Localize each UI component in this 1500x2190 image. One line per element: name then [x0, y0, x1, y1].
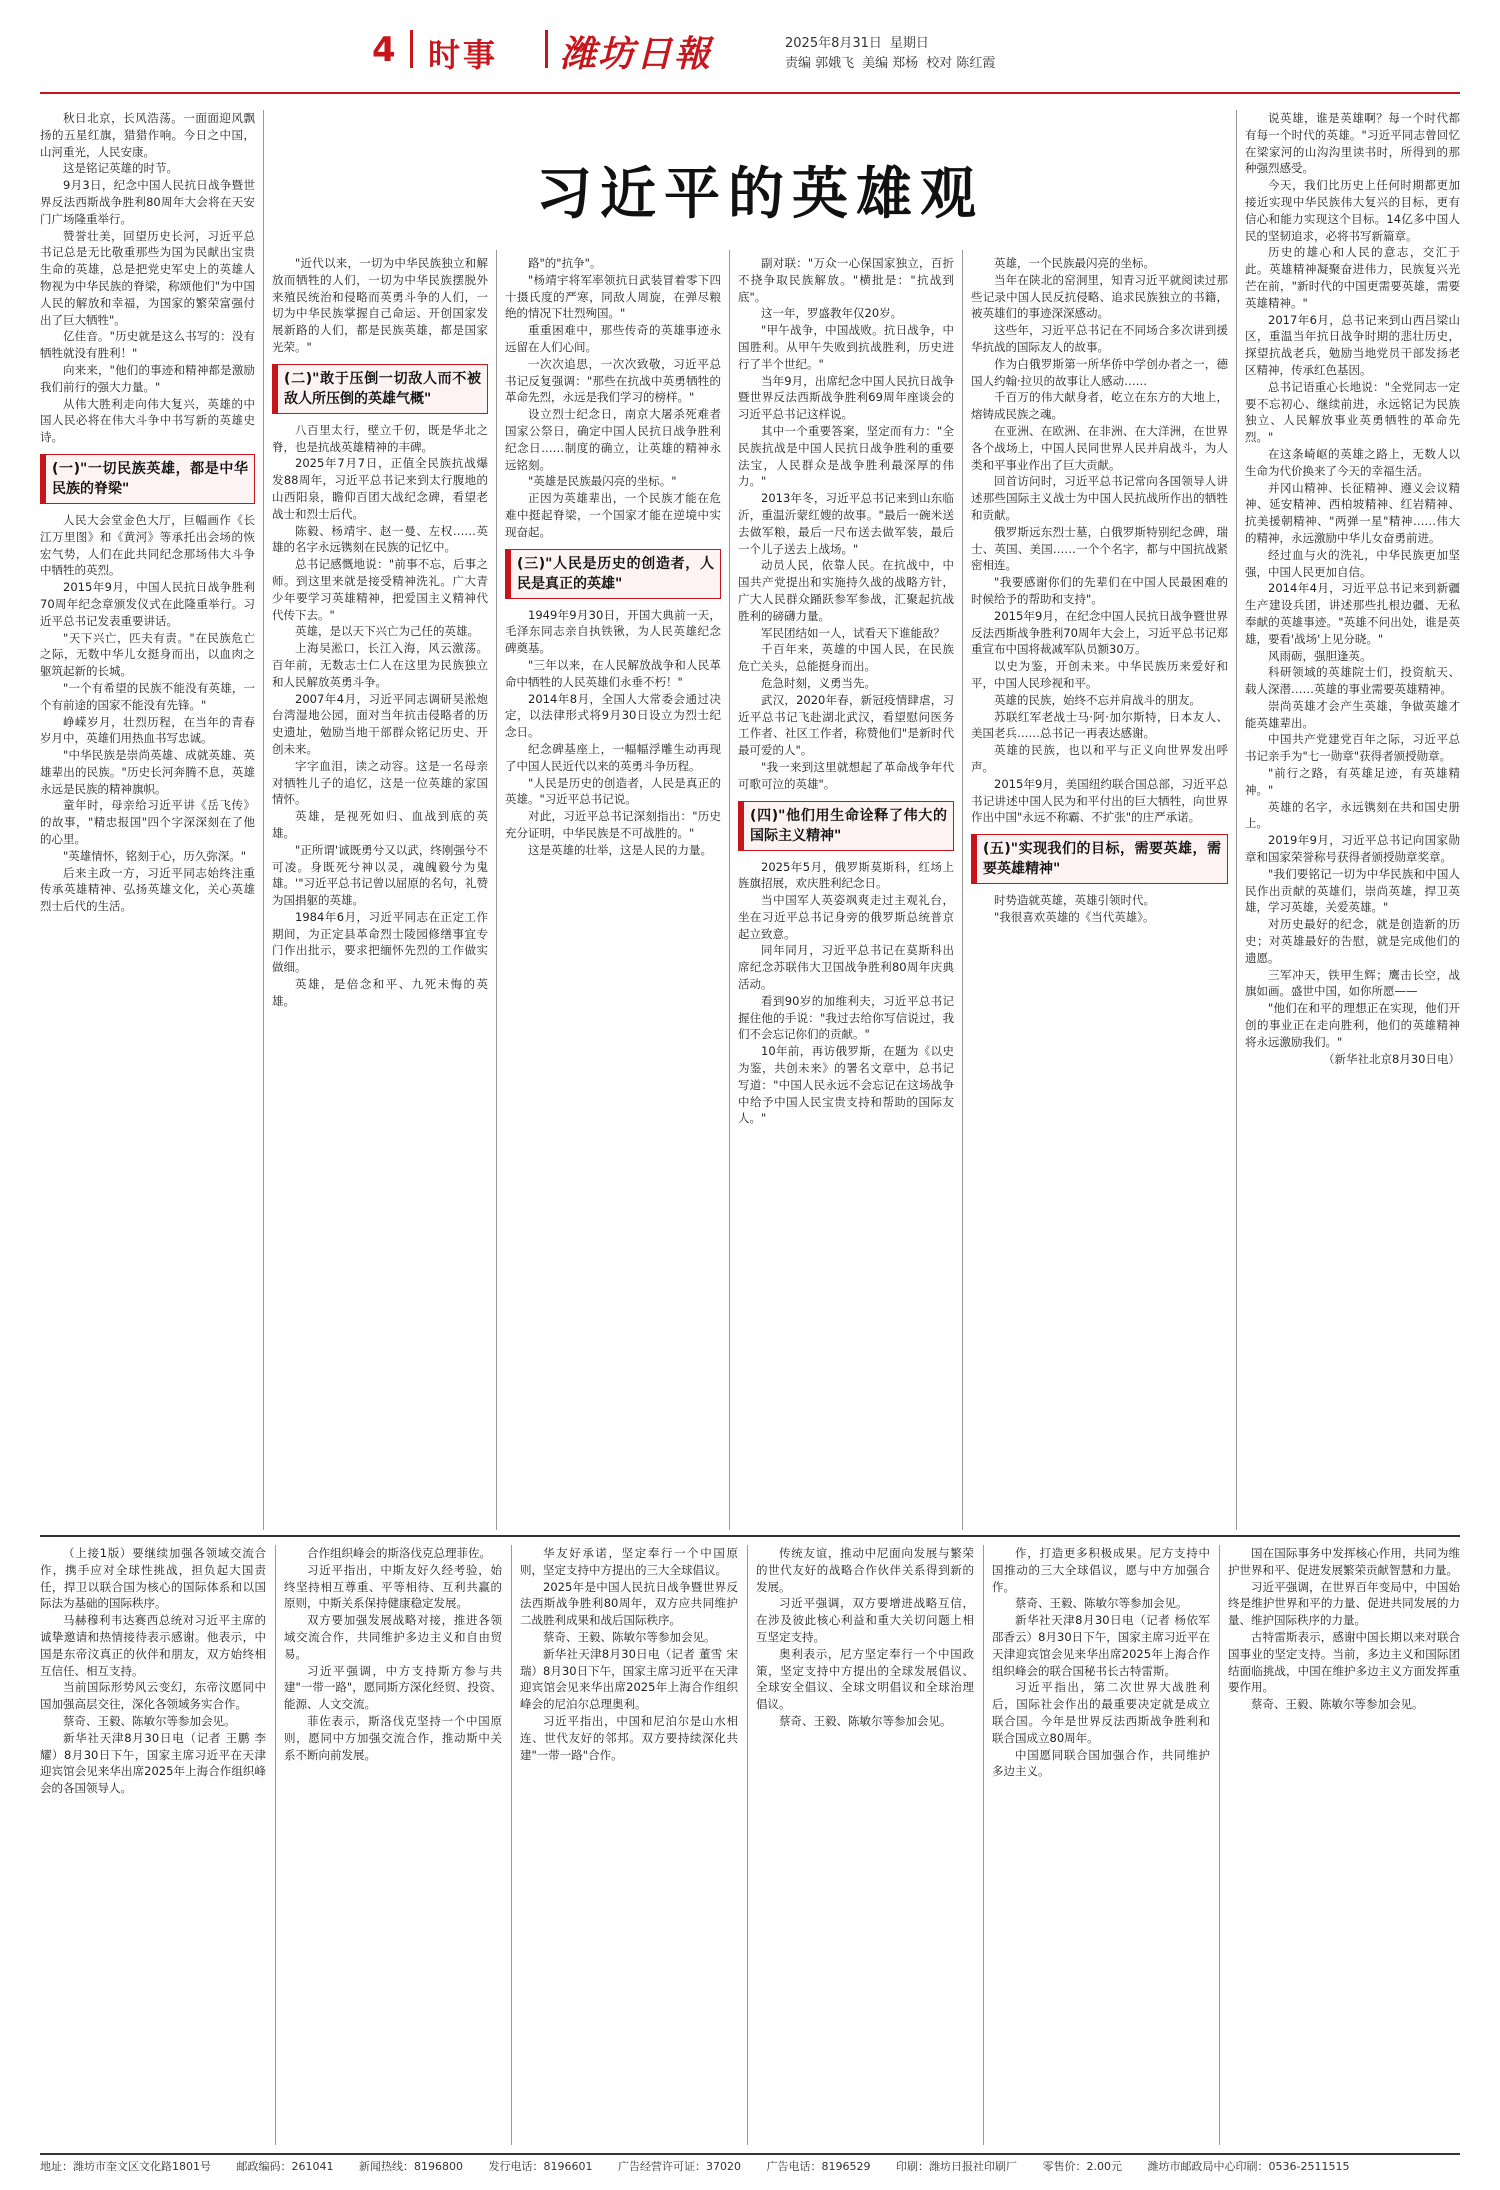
- footer-price: 零售价：2.00元: [1042, 2160, 1122, 2173]
- paragraph: 三军冲天，铁甲生辉；鹰击长空，战旗如画。盛世中国，如你所愿——: [1245, 967, 1460, 999]
- header-divider-2: [545, 30, 548, 68]
- paragraph: 马赫穆利韦达赛西总统对习近平主席的诚挚邀请和热情接待表示感谢。他表示，中国是东帝汶真正的伙伴和朋友，双方始终相互信任、相互支持。: [40, 1613, 266, 1678]
- paragraph: "杨靖宇将军率领抗日武装冒着零下四十摄氏度的严寒，同敌人周旋，在弹尽粮绝的情况下壮烈殉国。": [505, 272, 721, 321]
- paragraph: 2007年4月，习近平同志调研吴淞炮台湾湿地公园，面对当年抗击侵略者的历史遗址，勉励当地干部群众铭记历史、开创未来。: [272, 691, 488, 756]
- paragraph: 动员人民，依靠人民。在抗战中，中国共产党提出和实施持久战的战略方针，广大人民群众踊跃参军参战，汇聚起抗战胜利的磅礴力量。: [738, 558, 954, 623]
- paragraph: 一次次追思，一次次致敬，习近平总书记反复强调："那些在抗战中英勇牺牲的革命先烈，永远是我们学习的榜样。": [505, 356, 721, 405]
- paragraph: 当中国军人英姿飒爽走过主观礼台，坐在习近平总书记身旁的俄罗斯总统普京起立致意。: [738, 893, 954, 941]
- paragraph: 这是英雄的壮举，这是人民的力量。: [528, 842, 712, 857]
- section-heading-5: (五)"实现我们的目标，需要英雄，需要英雄精神": [971, 834, 1228, 884]
- paragraph: 2025年5月，俄罗斯莫斯科，红场上旌旗招展，欢庆胜利纪念日。: [738, 859, 954, 891]
- section-heading-2: (二)"敢于压倒一切敌人而不被敌人所压倒的英雄气概": [272, 364, 488, 414]
- footer-news-phone: 新闻热线：8196800: [359, 2160, 463, 2173]
- article-title: 习近平的英雄观: [536, 161, 984, 227]
- paragraph: 并冈山精神、长征精神、遵义会议精神、延安精神、西柏坡精神、红岩精神、抗美援朝精神、"两弹一星"精神……伟大的精神，永远激励中华儿女奋勇前进。: [1245, 480, 1460, 545]
- column-rule: [1236, 110, 1237, 1530]
- paragraph: 从伟大胜利走向伟大复兴，英雄的中国人民必将在伟大斗争中书写新的英雄史诗。: [40, 396, 255, 445]
- paragraph: 2014年4月，习近平总书记来到新疆生产建设兵团，讲述那些扎根边疆、无私奉献的英雄事迹。"英雄不问出处，谁是英雄，要看'战场'上见分晓。": [1245, 581, 1460, 646]
- header-rule: [40, 92, 1460, 94]
- section-separator: [40, 1535, 1460, 1537]
- paragraph: 作，打造更多积极成果。尼方支持中国推动的三大全球倡议，愿与中方加强合作。: [992, 1546, 1210, 1594]
- paragraph: "我们要铭记一切为中华民族和中国人民作出贡献的英雄们，崇尚英雄，捍卫英雄，学习英雄，关爱英雄。": [1245, 866, 1460, 915]
- paragraph: "英雄情怀，铭刻于心，历久弥深。": [63, 848, 247, 863]
- paragraph: 新华社天津8月30日电（记者 杨依军 邵香云）8月30日下午，国家主席习近平在天津迎宾馆会见来华出席2025年上海合作组织峰会的联合国秘书长古特雷斯。: [992, 1613, 1210, 1678]
- article-column-3: [505, 255, 721, 1530]
- paragraph: "正所谓'诚既勇兮又以武，终刚强兮不可凌。身既死兮神以灵，魂魄毅兮为鬼雄。'"习近平总书记曾以屈原的名句，礼赞为国捐躯的英雄。: [272, 842, 488, 908]
- paragraph: 国在国际事务中发挥核心作用，共同为维护世界和平、促进发展繁荣贡献智慧和力量。: [1228, 1546, 1460, 1577]
- paragraph: 习近平指出，中国和尼泊尔是山水相连、世代友好的邻邦。双方要持续深化共建"一带一路"合作。: [520, 1713, 738, 1762]
- paragraph: 2015年9月，在纪念中国人民抗日战争暨世界反法西斯战争胜利70周年大会上，习近平总书记郑重宣布中国将裁减军队员额30万。: [971, 608, 1228, 657]
- designer-credit: 美编 郑杨: [862, 56, 919, 71]
- column-rule: [496, 250, 497, 1530]
- article-dateline: （新华社北京8月30日电）: [1323, 1051, 1460, 1066]
- paragraph: "天下兴亡，匹夫有责。"在民族危亡之际，无数中华儿女挺身而出，以血肉之躯筑起新的长城。: [40, 630, 255, 679]
- paragraph: 传统友谊，推动中尼面向发展与繁荣的世代友好的战略合作伙伴关系得到新的发展。: [756, 1546, 974, 1594]
- paragraph: 华友好承诺，坚定奉行一个中国原则，坚定支持中方提出的三大全球倡议。: [520, 1546, 738, 1577]
- paragraph: 回首访问时，习近平总书记常向各国领导人讲述那些国际主义战士为中国人民抗战所作出的牺牲和贡献。: [971, 474, 1228, 522]
- paragraph: 对历史最好的纪念，就是创造新的历史；对英雄最好的告慰，就是完成他们的遗愿。: [1245, 917, 1460, 965]
- paragraph: 在亚洲、在欧洲、在非洲、在大洋洲，在世界各个战场上，中国人民同世界人民并肩战斗，为人类和平事业作出了巨大贡献。: [971, 423, 1228, 472]
- news-column-3: [520, 1545, 738, 2145]
- paragraph: 经过血与火的洗礼，中华民族更加坚强，中国人民更加自信。: [1245, 547, 1460, 579]
- issue-date: 2025年8月31日: [785, 36, 882, 51]
- paragraph: 总书记感慨地说："前事不忘，后事之师。到这里来就是接受精神洗礼。广大青少年要学习英雄精神，把爱国主义精神代代传下去。": [272, 557, 488, 622]
- paragraph: 合作组织峰会的斯洛伐克总理菲佐。: [307, 1546, 491, 1560]
- section-heading-1: (一)"一切民族英雄，都是中华民族的脊梁": [40, 454, 255, 504]
- paragraph: 武汉，2020年春，新冠疫情肆虐，习近平总书记飞赴湖北武汉，看望慰问医务工作者、社区工作者，称赞他们"是新时代最可爱的人"。: [738, 692, 954, 758]
- section-heading-3: (三)"人民是历史的创造者，人民是真正的英雄": [505, 549, 721, 599]
- paragraph: 这一年，罗盛教年仅20岁。: [761, 306, 903, 321]
- paragraph: 蔡奇、王毅、陈敏尔等参加会见。: [543, 1629, 716, 1644]
- article-column-4: [738, 255, 954, 1530]
- paragraph: 英雄的民族，也以和平与正义向世界发出呼声。: [971, 743, 1228, 774]
- column-rule: [511, 1545, 512, 2145]
- paragraph: 这些年，习近平总书记在不同场合多次讲到援华抗战的国际友人的故事。: [971, 323, 1228, 354]
- paragraph: 2025年7月7日，正值全民族抗战爆发88周年，习近平总书记来到太行腹地的山西阳泉，瞻仰百团大战纪念碑，看望老战士和烈士后代。: [272, 456, 488, 521]
- paragraph: 设立烈士纪念日，南京大屠杀死难者国家公祭日，确定中国人民抗日战争胜利纪念日……制度的确立，让英雄的精神永远铭刻。: [505, 407, 721, 472]
- paragraph: 八百里太行，壁立千仞，既是华北之脊，也是抗战英雄精神的丰碑。: [272, 422, 488, 454]
- paragraph: 对此，习近平总书记深刻指出："历史充分证明，中华民族是不可战胜的。": [505, 809, 721, 840]
- paragraph: 习近平指出，中斯友好久经考验，始终坚持相互尊重、平等相待、互利共赢的原则，中斯关系保持健康稳定发展。: [284, 1562, 502, 1611]
- paragraph: 蔡奇、王毅、陈敏尔等参加会见。: [779, 1713, 952, 1728]
- paragraph: 习近平强调，在世界百年变局中，中国始终是维护世界和平的力量、促进共同发展的力量、维护国际秩序的力量。: [1228, 1579, 1460, 1628]
- paragraph: 英雄的名字，永远镌刻在共和国史册上。: [1245, 799, 1460, 831]
- article-column-5: [971, 255, 1228, 1530]
- paragraph: 2014年8月，全国人大常委会通过决定，以法律形式将9月30日设立为烈士纪念日。: [505, 691, 721, 740]
- paragraph: 双方要加强发展战略对接，推进各领域交流合作，共同维护多边主义和自由贸易。: [284, 1613, 502, 1661]
- paragraph: 同年同月，习近平总书记在莫斯科出席纪念苏联伟大卫国战争胜利80周年庆典活动。: [738, 943, 954, 992]
- footer-distribution: 发行电话：8196601: [488, 2160, 593, 2173]
- page-footer: [40, 2153, 1460, 2181]
- paragraph: 英雄，一个民族最闪亮的坐标。: [994, 256, 1155, 270]
- paragraph: 2017年6月，总书记来到山西吕梁山区，重温当年抗日战争时期的悲壮历史，探望抗战老兵，勉励当地党员干部发扬老区精神，传承红色基因。: [1245, 312, 1460, 377]
- paragraph: 秋日北京，长风浩荡。一面面迎风飘扬的五星红旗，猎猎作响。今日之中国，山河重光，人民安康。: [40, 111, 255, 159]
- paragraph: 风雨砺，强胆逢英。: [1268, 648, 1372, 663]
- paragraph: 千百万的伟大献身者，屹立在东方的大地上，熔铸成民族之魂。: [971, 390, 1228, 422]
- paragraph: 2019年9月，习近平总书记向国家勋章和国家荣誉称号获得者颁授勋章奖章。: [1245, 833, 1460, 865]
- paragraph: "人民是历史的创造者，人民是真正的英雄。"习近平总书记说。: [505, 775, 721, 807]
- paragraph: 后来主政一方，习近平同志始终注重传承英雄精神、弘扬英雄文化，关心英雄烈士后代的生活。: [40, 865, 255, 914]
- paragraph: 峥嵘岁月，壮烈历程，在当年的青春岁月中，英雄们用热血书写忠诚。: [40, 714, 255, 746]
- paragraph: "三年以来，在人民解放战争和人民革命中牺牲的人民英雄们永垂不朽！": [505, 657, 721, 689]
- issue-weekday: 星期日: [889, 36, 929, 51]
- paragraph: 副对联："万众一心保国家独立，百折不挠争取民族解放。"横批是："抗战到底"。: [738, 256, 954, 304]
- header-divider: [410, 30, 413, 68]
- paragraph: "我很喜欢英雄的《当代英雄》。: [994, 909, 1155, 924]
- header-meta: [785, 34, 1003, 74]
- paragraph: "我一来到这里就想起了革命战争年代可歌可泣的英雄"。: [738, 759, 954, 791]
- paragraph: 1984年6月，习近平同志在正定工作期间，为正定县革命烈士陵园修缮事宜专门作出批示，要求把缅怀先烈的工作做实做细。: [272, 909, 488, 975]
- paragraph: 古特雷斯表示，感谢中国长期以来对联合国事业的坚定支持。当前，多边主义和国际团结面临挑战，中国在维护多边主义方面发挥重要作用。: [1228, 1629, 1460, 1695]
- section-heading-4: (四)"他们用生命诠释了伟大的国际主义精神": [738, 801, 954, 851]
- footer-print: 印刷：潍坊日报社印刷厂: [896, 2160, 1017, 2173]
- footer-postcode: 邮政编码：261041: [236, 2160, 334, 2173]
- column-rule: [747, 1545, 748, 2145]
- proofreader-credit: 校对 陈红霞: [926, 56, 996, 71]
- news-column-5: [992, 1545, 1210, 2145]
- paragraph: 新华社天津8月30日电（记者 王鹏 李耀）8月30日下午，国家主席习近平在天津迎宾馆会见来华出席2025年上海合作组织峰会的各国领导人。: [40, 1730, 266, 1796]
- paragraph: 蔡奇、王毅、陈敏尔等参加会见。: [63, 1713, 236, 1728]
- paragraph: 俄罗斯远东烈士墓，白俄罗斯特别纪念碑，瑞士、英国、美国……一个个名字，都与中国抗战紧密相连。: [971, 524, 1228, 573]
- news-column-2: [284, 1545, 502, 2145]
- paragraph: 这是铭记英雄的时节。: [63, 161, 178, 176]
- paragraph: 英雄的民族，始终不忘并肩战斗的朋友。: [994, 692, 1201, 707]
- paragraph: 崇尚英雄才会产生英雄，争做英雄才能英雄辈出。: [1245, 698, 1460, 730]
- paragraph: 时势造就英雄，英雄引领时代。: [994, 893, 1155, 908]
- paragraph: 英雄，是视死如归、血战到底的英雄。: [272, 809, 488, 840]
- paragraph: 2013年冬，习近平总书记来到山东临沂，重温沂蒙红嫂的故事。"最后一碗米送去做军粮，最后一尺布送去做军装，最后一个儿子送去上战场。": [738, 491, 954, 556]
- paragraph: 英雄，是倍念和平、九死未悔的英雄。: [272, 977, 488, 1008]
- column-rule: [729, 250, 730, 1530]
- paragraph: 千百年来，英雄的中国人民，在民族危亡关头，总能挺身而出。: [738, 642, 954, 674]
- paragraph: 路"的"抗争"。: [528, 256, 602, 270]
- paragraph: 童年时，母亲给习近平讲《岳飞传》的故事，"精忠报国"四个字深深刻在了他的心里。: [40, 798, 255, 847]
- paragraph: 2015年9月，中国人民抗日战争胜利70周年纪念章颁发仪式在此隆重举行。习近平总书记发表重要讲话。: [40, 580, 255, 628]
- masthead-logo: 潍坊日報: [560, 33, 713, 75]
- paragraph: 纪念碑基座上，一幅幅浮雕生动再现了中国人民近代以来的英勇斗争历程。: [505, 741, 721, 773]
- paragraph: 以史为鉴，开创未来。中华民族历来爱好和平，中国人民珍视和平。: [971, 659, 1228, 690]
- paragraph: "前行之路，有英雄足迹，有英雄精神。": [1245, 766, 1460, 797]
- editor-credit: 责编 郭娥飞: [785, 56, 855, 71]
- paragraph: （上接1版）要继续加强各领域交流合作，携手应对全球性挑战，担负起大国责任，捍卫以联合国为核心的国际体系和以国际法为基础的国际秩序。: [40, 1546, 266, 1611]
- paragraph: 苏联红军老战士马·阿·加尔斯特，日本友人、美国老兵……总书记一再表达感谢。: [971, 709, 1228, 741]
- article-column-6: [1245, 110, 1460, 1530]
- paragraph: 习近平指出，第二次世界大战胜利后，国际社会作出的最重要决定就是成立联合国。今年是世界反法西斯战争胜利和联合国成立80周年。: [992, 1680, 1210, 1745]
- column-rule: [1219, 1545, 1220, 2145]
- paragraph: "中华民族是崇尚英雄、成就英雄、英雄辈出的民族。"历史长河奔腾不息，英雄永远是民族的精神旗帜。: [40, 748, 255, 796]
- paragraph: 在这条崎岖的英雄之路上，无数人以生命为代价换来了今天的幸福生活。: [1245, 446, 1460, 478]
- paragraph: 2015年9月，美国纽约联合国总部，习近平总书记讲述中国人民为和平付出的巨大牺牲，向世界作出中国"永远不称霸、不扩张"的庄严承诺。: [971, 776, 1228, 825]
- paragraph: 中国愿同联合国加强合作，共同维护多边主义。: [992, 1747, 1210, 1779]
- paragraph: "他们在和平的理想正在实现，他们开创的事业正在走向胜利，他们的英雄精神将永远激励我们。": [1245, 1001, 1460, 1049]
- paragraph: 看到90岁的加维利夫，习近平总书记握住他的手说："我过去给你写信说过，我们不会忘记你们的贡献。": [738, 993, 954, 1042]
- paragraph: "近代以来，一切为中华民族独立和解放而牺牲的人们，一切为中华民族摆脱外来殖民统治和侵略而英勇斗争的人们，一切为中华民族掌握自己命运、开创国家发展新路的人们，都是民族英雄，都是国家光荣。": [272, 256, 488, 354]
- paragraph: 上海吴淞口，长江入海，风云激荡。百年前，无数志士仁人在这里为民族独立和人民解放英勇斗争。: [272, 641, 488, 689]
- paragraph: "我要感谢你们的先辈们在中国人民最困难的时候给予的帮助和支持"。: [971, 575, 1228, 606]
- footer-ad-license: 广告经营许可证：37020: [618, 2160, 741, 2173]
- paragraph: 菲佐表示，斯洛伐克坚持一个中国原则，愿同中方加强交流合作，推动斯中关系不断向前发展。: [284, 1713, 502, 1762]
- paragraph: 9月3日，纪念中国人民抗日战争暨世界反法西斯战争胜利80周年大会将在天安门广场隆重举行。: [40, 178, 255, 226]
- footer-ad-phone: 广告电话：8196529: [766, 2160, 871, 2173]
- page-number: 4: [372, 30, 396, 70]
- paragraph: 军民团结如一人，试看天下谁能敌？: [761, 625, 945, 640]
- paragraph: 亿佳音。"历史就是这么书写的：没有牺牲就没有胜利！": [40, 329, 255, 361]
- section-name: 时事: [428, 36, 499, 74]
- paragraph: 习近平强调，双方要增进战略互信，在涉及彼此核心利益和重大关切问题上相互坚定支持。: [756, 1596, 974, 1644]
- paragraph: 正因为英雄辈出，一个民族才能在危难中挺起脊梁，一个国家才能在逆境中实现奋起。: [505, 491, 721, 539]
- paragraph: 历史的雄心和人民的意志，交汇于此。英雄精神凝聚奋进伟力，民族复兴光芒在前，"新时代的中国更需要英雄，需要英雄精神。": [1245, 245, 1460, 310]
- paragraph: 中国共产党建党百年之际，习近平总书记亲手为"七一勋章"获得者颁授勋章。: [1245, 732, 1460, 764]
- paragraph: 习近平强调，中方支持斯方参与共建"一带一路"，愿同斯方深化经贸、投资、能源、人文交流。: [284, 1663, 502, 1712]
- paragraph: 说英雄，谁是英雄啊？每一个时代都有每一个时代的英雄。"习近平同志曾回忆在梁家河的山沟沟里读书时，所得到的那种强烈感受。: [1245, 111, 1460, 176]
- paragraph: 总书记语重心长地说："全党同志一定要不忘初心、继续前进，永远铭记为民族独立、人民解放事业英勇牺牲的革命先烈。": [1245, 379, 1460, 445]
- paragraph: 陈毅、杨靖宇、赵一曼、左权……英雄的名字永远镌刻在民族的记忆中。: [272, 523, 488, 555]
- paragraph: 字字血泪，读之动容。这是一名母亲对牺牲儿子的追忆，这是一位英雄的家国情怀。: [272, 758, 488, 807]
- paragraph: 危急时刻，义勇当先。: [761, 675, 876, 690]
- paragraph: 1949年9月30日，开国大典前一天，毛泽东同志亲自执铁锹，为人民英雄纪念碑奠基。: [505, 607, 721, 656]
- paragraph: 今天，我们比历史上任何时期都更加接近实现中华民族伟大复兴的目标，更有信心和能力实现这个目标。14亿多中国人民的坚韧追求，必将书写新篇章。: [1245, 178, 1460, 243]
- paragraph: 当前国际形势风云变幻，东帝汶愿同中国加强高层交往，深化各领域务实合作。: [40, 1680, 266, 1712]
- paragraph: 向来来，"他们的事迹和精神都是激励我们前行的强大力量。": [40, 362, 255, 394]
- paragraph: "甲午战争，中国战败。抗日战争，中国胜利。从甲午失败到抗战胜利，历史进行了半个世纪。": [738, 323, 954, 371]
- paragraph: "一个有希望的民族不能没有英雄，一个有前途的国家不能没有先锋。": [40, 680, 255, 712]
- column-rule: [962, 250, 963, 1530]
- news-column-4: [756, 1545, 974, 2145]
- paragraph: 奥利表示，尼方坚定奉行一个中国政策，坚定支持中方提出的全球发展倡议、全球安全倡议、全球文明倡议和全球治理倡议。: [756, 1646, 974, 1712]
- column-rule: [275, 1545, 276, 2145]
- news-column-1: [40, 1545, 266, 2145]
- footer-print-phone: 潍坊市邮政局中心印刷：0536-2511515: [1147, 2160, 1350, 2173]
- paragraph: 新华社天津8月30日电（记者 董雪 宋瑞）8月30日下午，国家主席习近平在天津迎宾馆会见来华出席2025年上海合作组织峰会的尼泊尔总理奥利。: [520, 1646, 738, 1712]
- paragraph: 重重困难中，那些传奇的英雄事迹永远留在人们心间。: [505, 323, 721, 354]
- paragraph: "英雄是民族最闪亮的坐标。": [528, 474, 677, 489]
- paragraph: 英雄，是以天下兴亡为己任的英雄。: [295, 624, 479, 639]
- article-column-1: [40, 110, 255, 1530]
- paragraph: 10年前，再访俄罗斯，在题为《以史为鉴，共创未来》的署名文章中，总书记写道："中国人民永远不会忘记在这场战争中给予中国人民宝贵支持和帮助的国际友人。": [738, 1044, 954, 1126]
- column-rule: [983, 1545, 984, 2145]
- footer-address: 地址：潍坊市奎文区文化路1801号: [40, 2160, 211, 2173]
- paragraph: 蔡奇、王毅、陈敏尔等参加会见。: [1251, 1697, 1424, 1712]
- paragraph: 人民大会堂金色大厅，巨幅画作《长江万里图》和《黄河》等承托出会场的恢宏气势，人们在此共同纪念那场伟大斗争中牺牲的英烈。: [40, 512, 255, 578]
- paragraph: 赞誉壮美，回望历史长河，习近平总书记总是无比敬重那些为国为民献出宝贵生命的英雄，总是把党史军史上的英雄人物视为中华民族的脊梁，称颂他们"为中国人民的解放和幸福，为国家的繁荣富强付出了巨大牺牲"。: [40, 228, 255, 327]
- paragraph: 作为白俄罗斯第一所华侨中学创办者之一，德国人约翰·拉贝的故事让人感动……: [971, 356, 1228, 388]
- paragraph: 2025年是中国人民抗日战争暨世界反法西斯战争胜利80周年，双方应共同维护二战胜利成果和战后国际秩序。: [520, 1579, 738, 1628]
- news-column-6: [1228, 1545, 1460, 2145]
- column-rule: [263, 110, 264, 1530]
- article-column-2: [272, 255, 488, 1530]
- paragraph: 当年9月，出席纪念中国人民抗日战争暨世界反法西斯战争胜利69周年座谈会的习近平总书记这样说。: [738, 373, 954, 422]
- page-header: [0, 0, 1500, 95]
- paragraph: 蔡奇、王毅、陈敏尔等参加会见。: [1015, 1596, 1188, 1611]
- paragraph: 科研领域的英雄院士们，投资航天、载人深潜……英雄的事业需要英雄精神。: [1245, 665, 1460, 697]
- paragraph: 其中一个重要答案，坚定而有力："全民族抗战是中国人民抗日战争胜利的重要法宝，人民群众是战争胜利最深厚的伟力。": [738, 423, 954, 489]
- paragraph: 当年在陕北的窑洞里，知青习近平就阅读过那些记录中国人民反抗侵略、追求民族独立的书籍，被英雄们的事迹深深感动。: [971, 272, 1228, 321]
